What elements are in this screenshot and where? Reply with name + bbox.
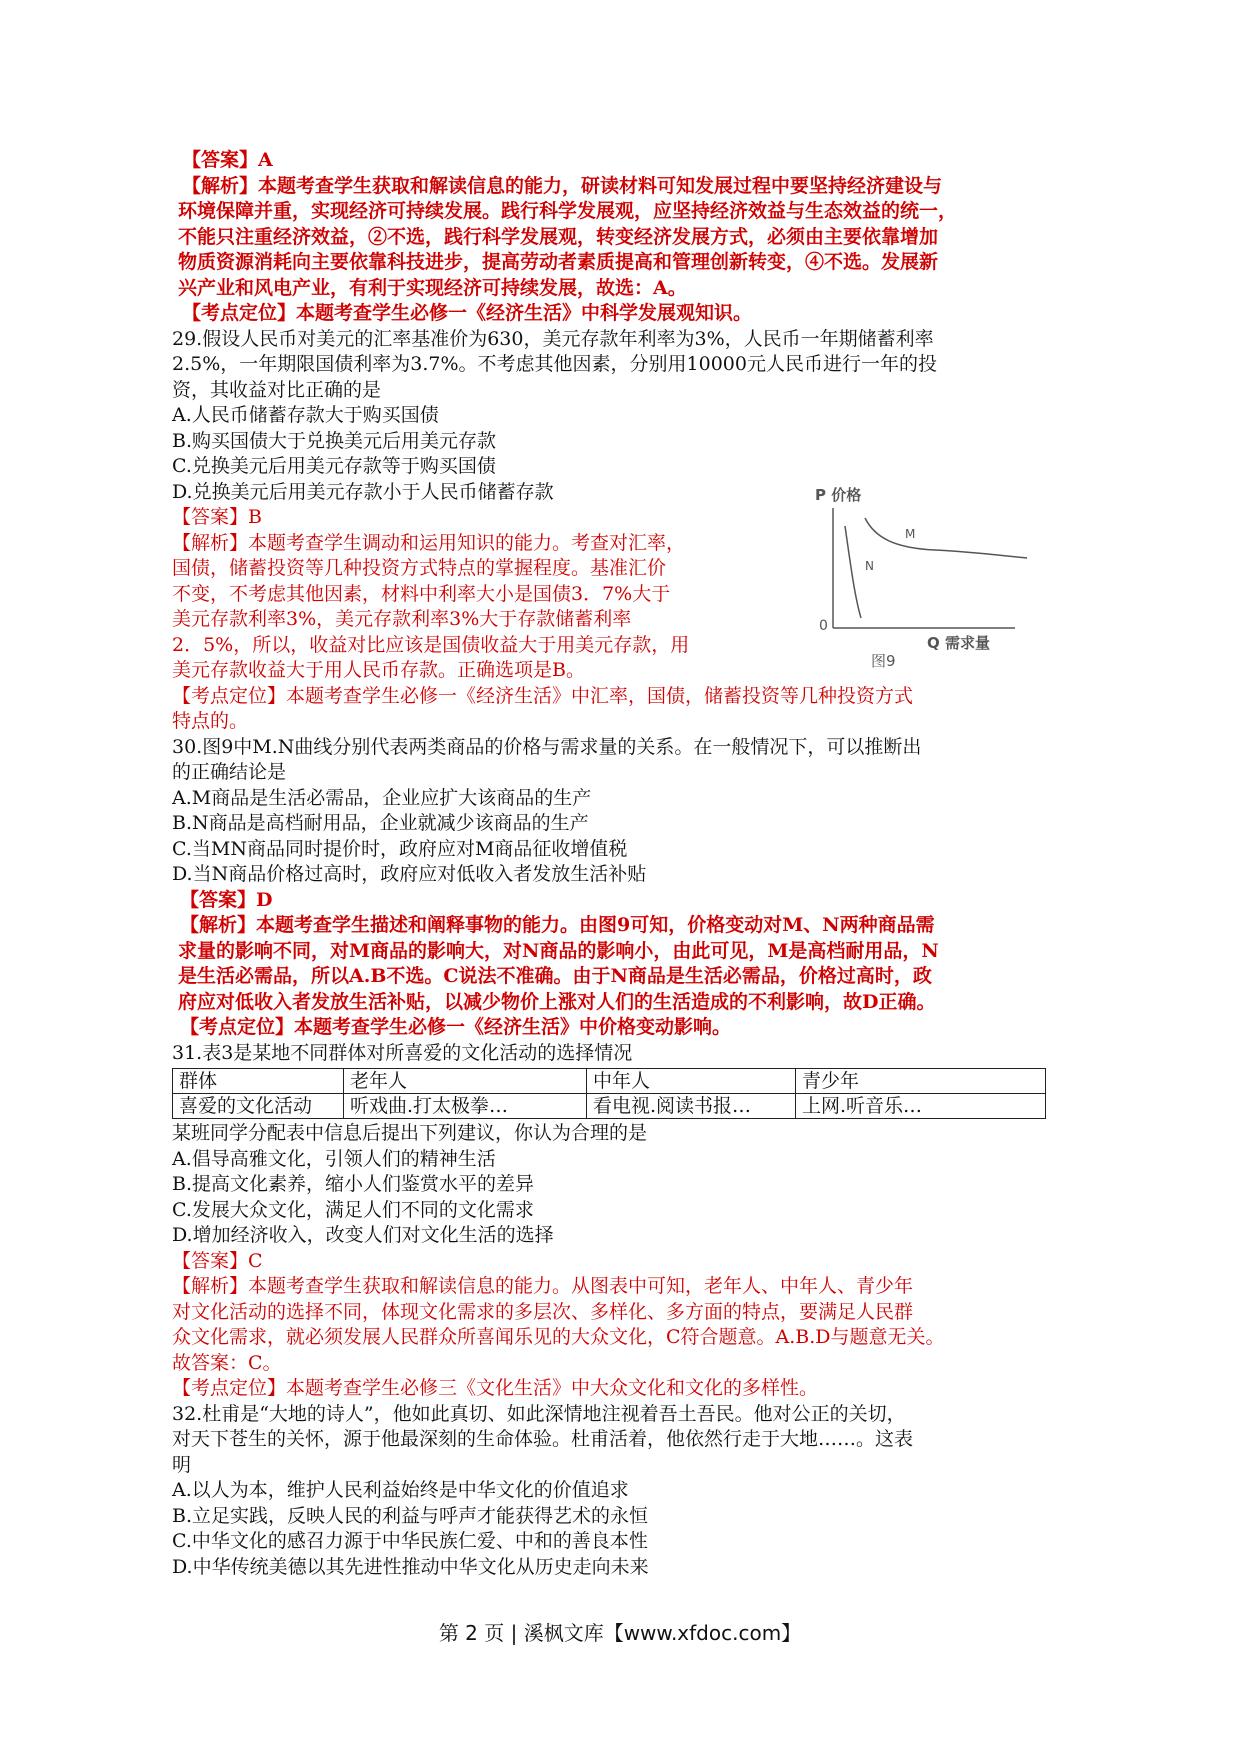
q30-analysis-2: 求量的影响不同，对M商品的影响大，对N商品的影响小，由此可见，M是高档耐用品，N: [178, 939, 939, 962]
q30-answer: 【答案】D: [180, 888, 273, 911]
table-3: [172, 1068, 1046, 1119]
q31-option-d: D.增加经济收入，改变人们对文化生活的选择: [172, 1224, 554, 1246]
figure-9: [795, 478, 1057, 683]
q31-option-c: C.发展大众文化，满足人们不同的文化需求: [172, 1198, 534, 1221]
q28-analysis-2: 环境保障并重，实现经济可持续发展。践行科学发展观，应坚持经济效益与生态效益的统一，: [178, 200, 958, 222]
q28-analysis-5: 兴产业和风电产业，有利于实现经济可持续发展，故选：A。: [178, 276, 687, 299]
curve-n: [845, 526, 861, 618]
q28-point: 【考点定位】本题考查学生必修一《经济生活》中科学发展观知识。: [182, 302, 753, 324]
q32-stem-2: 对天下苍生的关怀，源于他最深刻的生命体验。杜甫活着，他依然行走于大地……。这表: [172, 1428, 914, 1450]
q29-stem-1: 29.假设人民币对美元的汇率基准价为630，美元存款年利率为3%，人民币一年期储蓄利率: [172, 327, 934, 350]
figure-caption: 图9: [871, 652, 896, 670]
q30-analysis-4: 府应对低收入者发放生活补贴，以减少物价上涨对人们的生活造成的不利影响，故D正确。: [178, 990, 936, 1013]
y-axis-label: P 价格: [815, 486, 862, 504]
table-cell: 听戏曲.打太极拳…: [344, 1094, 587, 1119]
q31-analysis-4: 故答案：C。: [172, 1351, 282, 1374]
curve-n-label: N: [865, 559, 874, 573]
q29-option-d: D.兑换美元后用美元存款小于人民币储蓄存款: [172, 480, 554, 503]
q30-option-b: B.N商品是高档耐用品，企业就减少该商品的生产: [172, 812, 589, 834]
origin-label: 0: [819, 618, 828, 634]
q29-point-2: 特点的。: [172, 710, 249, 732]
q30-analysis-3: 是生活必需品，所以A.B不选。C说法不准确。由于N商品是生活必需品，价格过高时，政: [178, 965, 932, 987]
q31-prompt: 某班同学分配表中信息后提出下列建议，你认为合理的是: [172, 1122, 648, 1144]
q29-analysis-2: 国债，储蓄投资等几种投资方式特点的掌握程度。基准汇价: [172, 557, 667, 579]
x-axis-label: Q 需求量: [927, 634, 990, 652]
q28-analysis-4: 物质资源消耗向主要依靠科技进步，提高劳动者素质提高和管理创新转变，④不选。发展新: [178, 251, 939, 273]
q29-option-b: B.购买国债大于兑换美元后用美元存款: [172, 429, 497, 452]
q29-stem-3: 资，其收益对比正确的是: [172, 378, 382, 401]
q29-stem-2: 2.5%，一年期限国债利率为3.7%。不考虑其他因素，分别用10000元人民币进行一年的投: [172, 353, 937, 375]
q29-analysis-6: 美元存款收益大于用人民币存款。正确选项是B。: [172, 659, 585, 681]
question-30: [172, 735, 1078, 1041]
table-row: [173, 1094, 1046, 1119]
page-footer: 第 2 页 | 溪枫文库【www.xfdoc.com】: [438, 1621, 802, 1645]
q31-option-b: B.提高文化素养，缩小人们鉴赏水平的差异: [172, 1173, 535, 1195]
curve-m-label: M: [905, 527, 916, 541]
q30-option-a: A.M商品是生活必需品，企业应扩大该商品的生产: [172, 786, 592, 809]
q29-option-c: C.兑换美元后用美元存款等于购买国债: [172, 455, 496, 477]
q31-analysis-3: 众文化需求，就必须发展人民群众所喜闻乐见的大众文化，C符合题意。A.B.D与题意无关。: [172, 1326, 945, 1348]
q30-option-c: C.当MN商品同时提价时，政府应对M商品征收增值税: [172, 837, 628, 860]
q30-stem-2: 的正确结论是: [172, 761, 287, 783]
q32-option-d: D.中华传统美德以其先进性推动中华文化从历史走向未来: [172, 1555, 649, 1578]
figure-9-graph: [795, 478, 1057, 683]
question-31: [172, 1041, 1078, 1402]
table-header-row: [173, 1069, 1046, 1094]
table-cell: 喜爱的文化活动: [173, 1094, 344, 1119]
document-body: [172, 148, 1078, 1580]
q29-point-1: 【考点定位】本题考查学生必修一《经济生活》中汇率，国债，储蓄投资等几种投资方式: [172, 684, 914, 707]
q28-analysis-1: 【解析】本题考查学生获取和解读信息的能力，研读材料可知发展过程中要坚持经济建设与: [182, 174, 943, 197]
q29-analysis-1: 【解析】本题考查学生调动和运用知识的能力。考查对汇率，: [172, 531, 686, 554]
table-cell: 青少年: [796, 1069, 1046, 1094]
q31-point: 【考点定位】本题考查学生必修三《文化生活》中大众文化和文化的多样性。: [172, 1377, 819, 1399]
q32-option-c: C.中华文化的感召力源于中华民族仁爱、中和的善良本性: [172, 1530, 648, 1552]
q28-answer: 【答案】A: [182, 149, 273, 171]
q29-option-a: A.人民币储蓄存款大于购买国债: [172, 404, 439, 426]
q29-answer: 【答案】B: [172, 506, 262, 528]
q28-analysis-3: 不能只注重经济效益，②不选，践行科学发展观，转变经济发展方式，必须由主要依靠增加: [178, 225, 939, 248]
q31-option-a: A.倡导高雅文化，引领人们的精神生活: [172, 1147, 496, 1170]
q32-option-a: A.以人为本，维护人民利益始终是中华文化的价值追求: [172, 1479, 629, 1501]
q30-option-d: D.当N商品价格过高时，政府应对低收入者发放生活补贴: [172, 863, 647, 885]
table-cell: 看电视.阅读书报…: [587, 1094, 796, 1119]
curve-m: [865, 518, 1027, 558]
q31-analysis-1: 【解析】本题考查学生获取和解读信息的能力。从图表中可知，老年人、中年人、青少年: [172, 1275, 914, 1297]
q31-answer: 【答案】C: [172, 1249, 263, 1272]
table-cell: 上网.听音乐…: [796, 1094, 1046, 1119]
q30-point: 【考点定位】本题考查学生必修一《经济生活》中价格变动影响。: [180, 1016, 732, 1038]
q31-stem: 31.表3是某地不同群体对所喜爱的文化活动的选择情况: [172, 1041, 633, 1064]
q29-analysis-5: 2．5%，所以，收益对比应该是国债收益大于用美元存款，用: [172, 633, 690, 656]
table-cell: 老年人: [344, 1069, 587, 1094]
q30-stem-1: 30.图9中M.N曲线分别代表两类商品的价格与需求量的关系。在一般情况下，可以推断出: [172, 735, 922, 758]
table-cell: 中年人: [587, 1069, 796, 1094]
question-32: [172, 1402, 1078, 1581]
q32-option-b: B.立足实践，反映人民的利益与呼声才能获得艺术的永恒: [172, 1504, 649, 1527]
q29-analysis-4: 美元存款利率3%，美元存款利率3%大于存款储蓄利率: [172, 608, 632, 630]
q32-stem-3: 明: [172, 1453, 192, 1476]
q30-analysis-1: 【解析】本题考查学生描述和阐释事物的能力。由图9可知，价格变动对M、N两种商品需: [180, 914, 935, 936]
q31-analysis-2: 对文化活动的选择不同，体现文化需求的多层次、多样化、多方面的特点，要满足人民群: [172, 1300, 914, 1323]
q28-answer-block: [178, 148, 1078, 327]
q32-stem-1: 32.杜甫是“大地的诗人”，他如此真切、如此深情地注视着吾土吾民。他对公正的关切，: [172, 1402, 906, 1425]
q29-analysis-3: 不变，不考虑其他因素，材料中利率大小是国债3．7%大于: [172, 582, 671, 605]
table-cell: 群体: [173, 1069, 344, 1094]
